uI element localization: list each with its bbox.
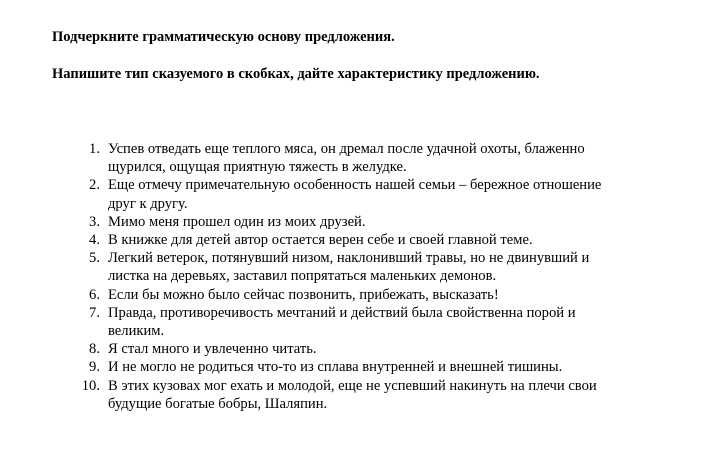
sentence-text xyxy=(100,231,660,249)
sentence-item-5 xyxy=(70,249,660,285)
sentence-line: Правда, противоречивость мечтаний и действий была свойственна порой и xyxy=(108,304,576,321)
sentence-line: Успев отведать еще теплого мяса, он дремал после удачной охоты, блаженно xyxy=(108,141,585,157)
sentence-line: Еще отмечу примечательную особенность нашей семьи – бережное отношение xyxy=(108,177,602,194)
sentence-line: будущие богатые бобры, Шаляпин. xyxy=(108,395,328,412)
instruction-underline: Подчеркните грамматическую основу предложения. xyxy=(52,29,395,45)
sentence-text xyxy=(100,249,660,285)
sentence-number: 4. xyxy=(89,232,100,249)
sentence-line: Мимо меня прошел один из моих друзей. xyxy=(108,213,366,230)
sentence-number: 6. xyxy=(89,286,100,303)
sentence-item-1 xyxy=(70,140,660,176)
sentence-number: 5. xyxy=(89,250,100,267)
sentence-text xyxy=(100,286,660,304)
sentence-line: Если бы можно было сейчас позвонить, прибежать, высказать! xyxy=(108,286,499,303)
sentence-line: В этих кузовах мог ехать и молодой, еще не успевший накинуть на плечи свои xyxy=(108,377,597,394)
sentence-line: В книжке для детей автор остается верен себе и своей главной теме. xyxy=(108,232,533,249)
sentence-text xyxy=(100,176,660,212)
sentence-list xyxy=(70,140,660,413)
instruction-predicate-type: Напишите тип сказуемого в скобках, дайте характеристику предложению. xyxy=(52,66,540,82)
sentence-number: 9. xyxy=(89,359,100,376)
sentence-text xyxy=(100,358,660,376)
sentence-line: листка на деревьях, заставил попрятаться маленьких демонов. xyxy=(108,268,497,285)
sentence-item-6 xyxy=(70,286,660,304)
sentence-line: великим. xyxy=(108,323,165,340)
sentence-line: щурился, ощущая приятную тяжесть в желудке. xyxy=(108,159,407,176)
sentence-line: Я стал много и увлеченно читать. xyxy=(108,341,317,358)
sentence-item-9 xyxy=(70,358,660,376)
sentence-text xyxy=(100,304,660,340)
sentence-item-10 xyxy=(70,377,660,413)
sentence-item-8 xyxy=(70,340,660,358)
sentence-item-4 xyxy=(70,231,660,249)
sentence-text xyxy=(100,213,660,231)
sentence-number: 2. xyxy=(89,177,100,194)
sentence-number: 10. xyxy=(81,377,100,394)
sentence-line: И не могло не родиться что-то из сплава внутренней и внешней тишины. xyxy=(108,359,563,376)
sentence-line: Легкий ветерок, потянувший низом, наклонивший травы, но не двинувший и xyxy=(108,250,590,267)
sentence-number: 8. xyxy=(89,341,100,358)
sentence-text xyxy=(100,140,660,176)
sentence-number: 1. xyxy=(89,141,100,157)
sentence-line: друг к другу. xyxy=(108,195,188,212)
sentence-text xyxy=(100,377,660,413)
sentence-number: 3. xyxy=(89,213,100,230)
sentence-item-2 xyxy=(70,176,660,212)
sentence-number: 7. xyxy=(89,304,100,321)
sentence-item-7 xyxy=(70,304,660,340)
sentence-text xyxy=(100,340,660,358)
sentence-item-3 xyxy=(70,213,660,231)
